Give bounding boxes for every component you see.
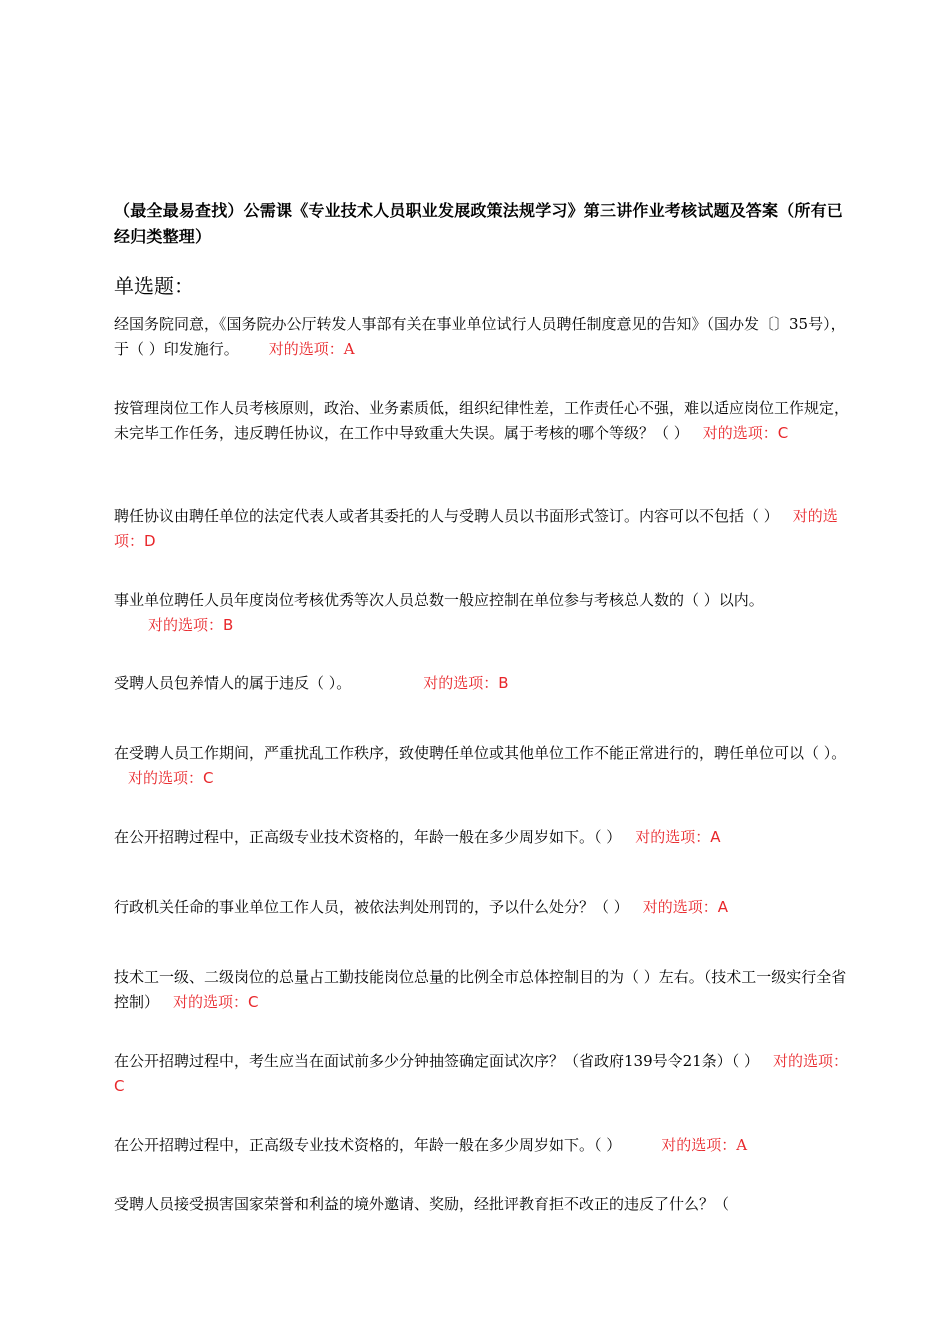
question-item-12 <box>114 1192 849 1217</box>
question-text: 受聘人员接受损害国家荣誉和利益的境外邀请、奖励，经批评教育拒不改正的违反了什么？（ <box>114 1195 730 1213</box>
question-text: 按管理岗位工作人员考核原则，政治、业务素质低，组织纪律性差，工作责任心不强，难以适应岗位工作规定，未完毕工作任务，违反聘任协议，在工作中导致重大失误。属于考核的哪个等级？（ ） <box>114 399 850 442</box>
question-text: 在公开招聘过程中，正高级专业技术资格的，年龄一般在多少周岁如下。（ ） <box>114 828 622 846</box>
question-item-7 <box>114 825 849 850</box>
answer-label: 对的选项：C <box>114 1052 849 1095</box>
question-text: 在公开招聘过程中，考生应当在面试前多少分钟抽签确定面试次序？（省政府139号令21条）（ ） <box>114 1052 759 1070</box>
question-item-9 <box>114 965 849 1015</box>
answer-label: 对的选项：B <box>423 674 509 692</box>
question-item-8 <box>114 895 849 920</box>
section-heading-single-choice: 单选题： <box>114 274 194 298</box>
question-text: 事业单位聘任人员年度岗位考核优秀等次人员总数一般应控制在单位参与考核总人数的（ ）以内。 <box>114 591 764 609</box>
question-item-3 <box>114 504 849 554</box>
question-item-2 <box>114 396 849 446</box>
question-text: 在公开招聘过程中，正高级专业技术资格的，年龄一般在多少周岁如下。（ ） <box>114 1136 622 1154</box>
question-item-6 <box>114 741 849 791</box>
question-item-4 <box>114 588 849 638</box>
answer-label: 对的选项：A <box>661 1136 748 1154</box>
answer-label: 对的选项：A <box>635 828 721 846</box>
question-text: 经国务院同意，《国务院办公厅转发人事部有关在事业单位试行人员聘任制度意见的告知》（国办发〔〕35号），于（ ）印发施行。 <box>114 315 846 358</box>
answer-label: 对的选项：D <box>114 507 838 550</box>
answer-label: 对的选项：C <box>702 424 789 442</box>
question-item-5 <box>114 671 849 696</box>
question-item-11 <box>114 1133 849 1158</box>
question-text: 受聘人员包养情人的属于违反（ ）。 <box>114 674 352 692</box>
question-text: 在受聘人员工作期间，严重扰乱工作秩序，致使聘任单位或其他单位工作不能正常进行的，聘任单位可以（ ）。 <box>114 744 847 762</box>
answer-label: 对的选项：B <box>148 616 234 634</box>
answer-label: 对的选项：C <box>173 993 259 1011</box>
answer-label: 对的选项：A <box>642 898 729 916</box>
answer-label: 对的选项：C <box>128 769 214 787</box>
question-item-10 <box>114 1049 849 1099</box>
question-text: 行政机关任命的事业单位工作人员，被依法判处刑罚的，予以什么处分？（ ） <box>114 898 629 916</box>
answer-label: 对的选项：A <box>268 340 355 358</box>
question-item-1 <box>114 312 849 362</box>
question-text: 聘任协议由聘任单位的法定代表人或者其委托的人与受聘人员以书面形式签订。内容可以不包括（ ） <box>114 507 779 525</box>
document-title: （最全最易查找）公需课《专业技术人员职业发展政策法规学习》第三讲作业考核试题及答案（所有已经归类整理） <box>114 201 844 246</box>
question-text: 技术工一级、二级岗位的总量占工勤技能岗位总量的比例全市总体控制目的为（ ）左右。（技术工一级实行全省控制） <box>114 968 847 1011</box>
